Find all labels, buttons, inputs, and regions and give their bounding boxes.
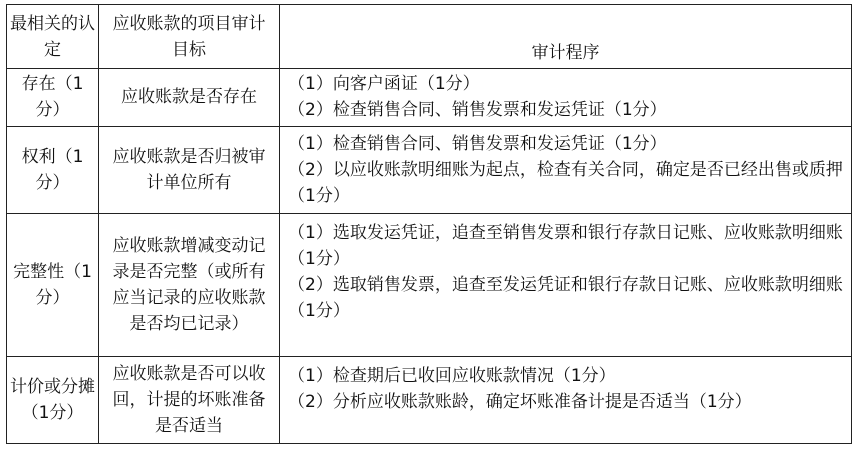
header-assertion: 最相关的认定 bbox=[7, 5, 99, 69]
objective-cell: 应收账款是否存在 bbox=[99, 69, 280, 127]
procedure-cell bbox=[280, 214, 852, 356]
procedure-line: （1）检查销售合同、销售发票和发运凭证（1分） bbox=[288, 134, 667, 155]
procedure-cell bbox=[280, 69, 852, 127]
audit-procedure-table bbox=[6, 4, 852, 444]
procedure-line: （1）选取发运凭证，追查至销售发票和银行存款日记账、应收账款明细账（1分） bbox=[288, 223, 843, 270]
procedure-cell bbox=[280, 356, 852, 443]
procedure-line: （2）选取销售发票，追查至发运凭证和银行存款日记账、应收账款明细账（1分） bbox=[288, 275, 843, 322]
assertion-cell: 计价或分摊（1分） bbox=[7, 356, 99, 443]
header-objective: 应收账款的项目审计目标 bbox=[99, 5, 280, 69]
table-row bbox=[7, 126, 852, 213]
procedure-cell bbox=[280, 126, 852, 213]
procedure-line: （2）检查销售合同、销售发票和发运凭证（1分） bbox=[288, 100, 667, 121]
procedure-line: （2）以应收账款明细账为起点，检查有关合同，确定是否已经出售或质押（1分） bbox=[288, 160, 843, 207]
objective-cell: 应收账款是否可以收回，计提的坏账准备是否适当 bbox=[99, 356, 280, 443]
objective-cell: 应收账款是否归被审计单位所有 bbox=[99, 126, 280, 213]
assertion-cell: 权利（1分） bbox=[7, 126, 99, 213]
table-row bbox=[7, 356, 852, 443]
table-row bbox=[7, 69, 852, 127]
assertion-cell: 存在（1分） bbox=[7, 69, 99, 127]
table-header-row bbox=[7, 5, 852, 69]
procedure-line: （1）检查期后已收回应收账款情况（1分） bbox=[288, 365, 616, 386]
procedure-line: （2）分析应收账款账龄，确定坏账准备计提是否适当（1分） bbox=[288, 391, 752, 412]
header-procedure: 审计程序 bbox=[280, 5, 852, 69]
procedure-line: （1）向客户函证（1分） bbox=[288, 74, 480, 95]
assertion-cell: 完整性（1分） bbox=[7, 214, 99, 356]
table-row bbox=[7, 214, 852, 356]
objective-cell: 应收账款增减变动记录是否完整（或所有应当记录的应收账款是否均已记录） bbox=[99, 214, 280, 356]
